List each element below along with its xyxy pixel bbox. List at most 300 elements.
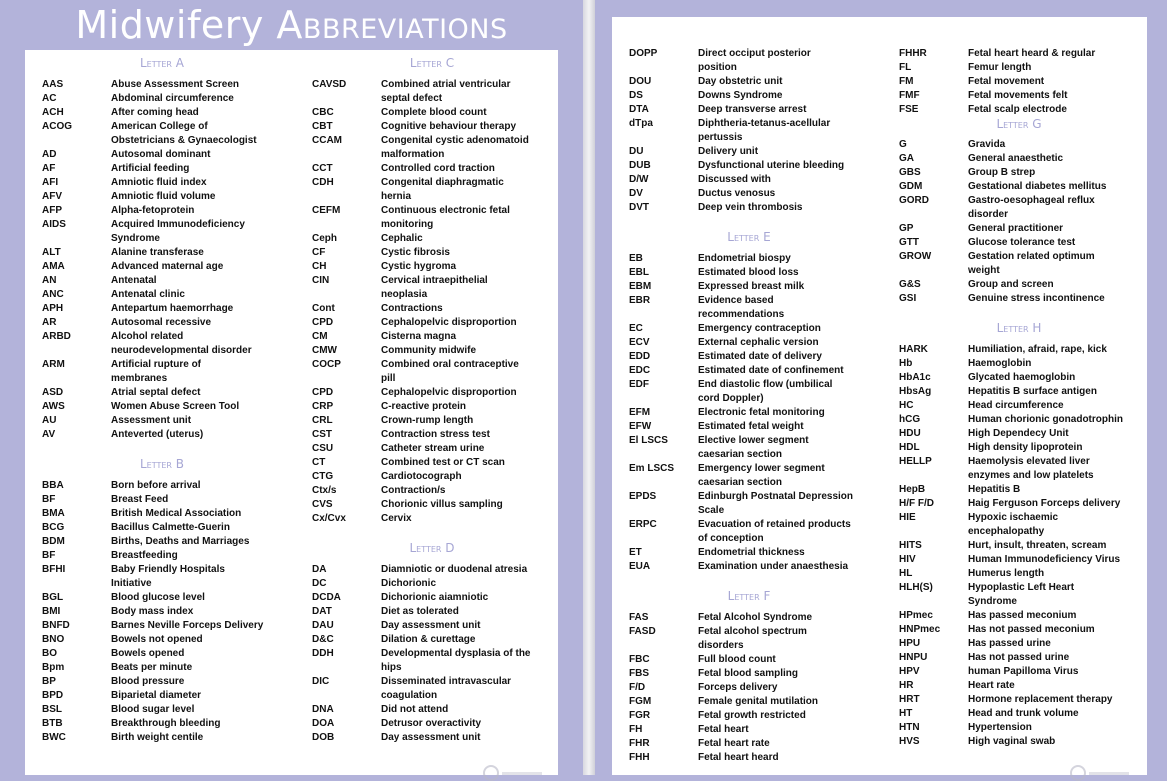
abbreviation: BMI <box>42 606 61 617</box>
abbreviation-row <box>42 703 292 717</box>
definition: Congenital cystic adenomatoid malformation <box>381 135 529 160</box>
title-word-2: Abbreviations <box>276 3 508 47</box>
abbreviation-row <box>899 292 1149 306</box>
definition: Biparietal diameter <box>111 690 202 701</box>
abbreviation-row <box>899 371 1149 385</box>
abbreviation-row <box>42 106 292 120</box>
abbreviation: AWS <box>42 401 65 412</box>
abbreviation: ERPC <box>629 519 657 530</box>
abbreviation: HT <box>899 708 913 719</box>
abbreviation: DAU <box>312 620 334 631</box>
definition: Hormone replacement therapy <box>968 694 1113 705</box>
abbreviation: D/W <box>629 174 649 185</box>
abbreviation-row <box>312 330 562 344</box>
definition: Hypoplastic Left Heart Syndrome <box>968 582 1075 607</box>
abbreviation-row <box>312 274 562 302</box>
abbreviation: Bpm <box>42 662 65 673</box>
abbreviation-row <box>629 322 879 336</box>
abbreviation-row <box>629 625 879 653</box>
definition: Combined atrial ventricular septal defect <box>381 79 511 104</box>
abbreviation-row <box>42 120 292 148</box>
abbreviation-row <box>312 204 562 232</box>
definition: Combined test or CT scan <box>381 457 505 468</box>
abbreviation-row <box>899 441 1149 455</box>
definition: Haemolysis elevated liver enzymes and low platelets <box>968 456 1094 481</box>
definition: Gestation related optimum weight <box>968 251 1095 276</box>
logo-circle-icon <box>483 765 499 781</box>
definition: Forceps delivery <box>698 682 778 693</box>
abbreviation-row <box>312 400 562 414</box>
definition: Ductus venosus <box>698 188 776 199</box>
abbreviation-row <box>312 512 562 526</box>
abbreviation: HC <box>899 400 914 411</box>
abbreviation: GTT <box>899 237 919 248</box>
page-title <box>0 2 583 48</box>
abbreviation-row <box>42 358 292 386</box>
abbreviation-row <box>629 336 879 350</box>
logo-text-mark <box>1089 772 1129 775</box>
abbreviation: AV <box>42 429 56 440</box>
abbreviation: DOPP <box>629 48 658 59</box>
abbreviation: BNO <box>42 634 65 645</box>
abbreviation-row <box>42 619 292 633</box>
definition: Estimated blood loss <box>698 267 799 278</box>
abbreviation: DTA <box>629 104 649 115</box>
logo-circle-icon <box>1070 765 1086 781</box>
definition: Complete blood count <box>381 107 487 118</box>
abbreviation: CBC <box>312 107 334 118</box>
abbreviation-row <box>312 428 562 442</box>
section-header: Letter F <box>727 589 771 603</box>
abbreviation: CF <box>312 247 326 258</box>
definition: Endometrial thickness <box>698 547 805 558</box>
abbreviation-row <box>312 246 562 260</box>
definition: Baby Friendly Hospitals Initiative <box>111 564 225 589</box>
abbreviation: EFM <box>629 407 651 418</box>
definition: Breast Feed <box>111 494 169 505</box>
abbreviation-row <box>42 162 292 176</box>
abbreviation-row <box>312 358 562 386</box>
abbreviation: COCP <box>312 359 341 370</box>
abbreviation: DC <box>312 578 327 589</box>
definition: Fetal blood sampling <box>698 668 799 679</box>
definition: Fetal heart rate <box>698 738 770 749</box>
abbreviation: GDM <box>899 181 923 192</box>
definition: Diet as tolerated <box>381 606 459 617</box>
abbreviation: CCT <box>312 163 333 174</box>
definition: Cisterna magna <box>381 331 457 342</box>
abbreviation-row <box>312 647 562 675</box>
abbreviation: ECV <box>629 337 650 348</box>
abbreviation: BNFD <box>42 620 70 631</box>
definition: Breastfeeding <box>111 550 178 561</box>
definition: Detrusor overactivity <box>381 718 482 729</box>
column <box>42 56 292 745</box>
abbreviation: Hb <box>899 358 913 369</box>
abbreviation-row <box>312 302 562 316</box>
abbreviation: GROW <box>899 251 932 262</box>
definition: Fetal movements felt <box>968 90 1068 101</box>
abbreviation: CIN <box>312 275 330 286</box>
abbreviation: HPmec <box>899 610 933 621</box>
abbreviation-row <box>312 442 562 456</box>
definition: Cephalic <box>381 233 423 244</box>
definition: Contractions <box>381 303 443 314</box>
abbreviation: BDM <box>42 536 65 547</box>
definition: Fetal Alcohol Syndrome <box>698 612 813 623</box>
abbreviation-row <box>312 563 562 577</box>
abbreviation: HL <box>899 568 913 579</box>
definition: Acquired Immunodeficiency Syndrome <box>111 219 245 244</box>
abbreviation-row <box>899 511 1149 539</box>
abbreviation-row <box>899 707 1149 721</box>
abbreviation-row <box>629 145 879 159</box>
abbreviation: HPV <box>899 666 920 677</box>
section-header: Letter H <box>996 321 1042 335</box>
abbreviation-row <box>899 735 1149 749</box>
page-right <box>595 0 1167 775</box>
abbreviation: CPD <box>312 317 334 328</box>
abbreviation: GP <box>899 223 914 234</box>
abbreviation: G <box>899 139 907 150</box>
abbreviation: Cont <box>312 303 335 314</box>
abbreviation-row <box>629 378 879 406</box>
definition: Diphtheria-tetanus-acellular pertussis <box>698 118 831 143</box>
abbreviation-row <box>42 521 292 535</box>
abbreviation-row <box>312 344 562 358</box>
abbreviation: BGL <box>42 592 64 603</box>
abbreviation-row <box>899 47 1149 61</box>
abbreviation-row <box>629 350 879 364</box>
abbreviation: HIV <box>899 554 916 565</box>
abbreviation: HNPU <box>899 652 928 663</box>
abbreviation: HPU <box>899 638 921 649</box>
abbreviation: DA <box>312 564 327 575</box>
abbreviation-row <box>629 560 879 574</box>
definition: Alpha-fetoprotein <box>111 205 195 216</box>
definition: Emergency lower segment caesarian section <box>698 463 825 488</box>
abbreviation: CMW <box>312 345 337 356</box>
definition: Fetal movement <box>968 76 1045 87</box>
definition: Assessment unit <box>111 415 192 426</box>
abbreviation-row <box>629 294 879 322</box>
abbreviation-row <box>899 399 1149 413</box>
abbreviation: FMF <box>899 90 920 101</box>
abbreviation: AR <box>42 317 57 328</box>
definition: Cardiotocograph <box>381 471 462 482</box>
abbreviation: AN <box>42 275 57 286</box>
definition: Endometrial biospy <box>698 253 791 264</box>
abbreviation: EPDS <box>629 491 657 502</box>
abbreviation: FBS <box>629 668 649 679</box>
abbreviation-row <box>312 386 562 400</box>
definition: Day assessment unit <box>381 620 481 631</box>
abbreviation: G&S <box>899 279 921 290</box>
abbreviation-row <box>312 260 562 274</box>
abbreviation: FGR <box>629 710 651 721</box>
abbreviation-row <box>899 497 1149 511</box>
definition: Continuous electronic fetal monitoring <box>381 205 510 230</box>
abbreviation: CDH <box>312 177 334 188</box>
abbreviation: AMA <box>42 261 65 272</box>
abbreviation: APH <box>42 303 64 314</box>
definition: Bowels not opened <box>111 634 203 645</box>
definition: After coming head <box>111 107 199 118</box>
abbreviation: HRT <box>899 694 920 705</box>
abbreviation: HepB <box>899 484 926 495</box>
abbreviation-row <box>629 117 879 145</box>
definition: Edinburgh Postnatal Depression Scale <box>698 491 854 516</box>
abbreviation: EDD <box>629 351 651 362</box>
abbreviation: EUA <box>629 561 651 572</box>
abbreviation-row <box>42 316 292 330</box>
abbreviation-row <box>629 266 879 280</box>
abbreviation: AU <box>42 415 57 426</box>
abbreviation-row <box>42 549 292 563</box>
abbreviation-row <box>629 103 879 117</box>
abbreviation: FSE <box>899 104 919 115</box>
abbreviation: GA <box>899 153 914 164</box>
definition: Estimated date of delivery <box>698 351 822 362</box>
abbreviation-row <box>42 92 292 106</box>
abbreviation: EFW <box>629 421 652 432</box>
abbreviation: FHH <box>629 752 650 763</box>
abbreviation-row <box>899 609 1149 623</box>
abbreviation-row <box>629 462 879 490</box>
abbreviation: AC <box>42 93 57 104</box>
abbreviation: EBM <box>629 281 652 292</box>
abbreviation: DOB <box>312 732 335 743</box>
abbreviation: Cx/Cvx <box>312 513 346 524</box>
abbreviation: BSL <box>42 704 62 715</box>
abbreviation-row <box>312 591 562 605</box>
abbreviation-row <box>899 637 1149 651</box>
abbreviation: FM <box>899 76 914 87</box>
definition: Antenatal clinic <box>111 289 185 300</box>
definition: Autosomal recessive <box>111 317 212 328</box>
definition: Human Immunodeficiency Virus <box>968 554 1121 565</box>
abbreviation-row <box>42 260 292 274</box>
definition: Body mass index <box>111 606 194 617</box>
abbreviation-row <box>42 78 292 92</box>
section-header: Letter B <box>139 457 185 471</box>
abbreviation-row <box>42 148 292 162</box>
abbreviation-row <box>629 75 879 89</box>
abbreviation-row <box>312 120 562 134</box>
abbreviation: EBL <box>629 267 649 278</box>
abbreviation-row <box>42 507 292 521</box>
abbreviation: FBC <box>629 654 650 665</box>
abbreviation-row <box>312 703 562 717</box>
abbreviation: Ceph <box>312 233 337 244</box>
abbreviation-row <box>42 633 292 647</box>
abbreviation-row <box>899 166 1149 180</box>
definition: Cystic fibrosis <box>381 247 450 258</box>
abbreviation: BFHI <box>42 564 66 575</box>
definition: Cephalopelvic disproportion <box>381 317 517 328</box>
abbreviation: CPD <box>312 387 334 398</box>
section-header: Letter C <box>409 56 455 70</box>
definition: human Papilloma Virus <box>968 666 1079 677</box>
definition: Group B strep <box>968 167 1036 178</box>
definition: Amniotic fluid volume <box>111 191 216 202</box>
abbreviation-row <box>629 252 879 266</box>
definition: Group and screen <box>968 279 1054 290</box>
definition: Direct occiput posterior position <box>698 48 811 73</box>
abbreviation: DV <box>629 188 643 199</box>
abbreviation: ASD <box>42 387 64 398</box>
definition: Haemoglobin <box>968 358 1032 369</box>
definition: Estimated fetal weight <box>698 421 804 432</box>
definition: General practitioner <box>968 223 1064 234</box>
abbreviation-row <box>629 420 879 434</box>
column <box>629 47 879 765</box>
abbreviation-row <box>629 187 879 201</box>
definition: Has passed meconium <box>968 610 1077 621</box>
abbreviation-row <box>42 591 292 605</box>
definition: Bowels opened <box>111 648 185 659</box>
abbreviation-row <box>629 737 879 751</box>
abbreviation-row <box>629 280 879 294</box>
abbreviation-row <box>899 581 1149 609</box>
abbreviation-row <box>42 689 292 703</box>
definition: Examination under anaesthesia <box>698 561 849 572</box>
abbreviation-row <box>42 661 292 675</box>
definition: Fetal heart <box>698 724 749 735</box>
abbreviation-row <box>42 246 292 260</box>
abbreviation-row <box>312 162 562 176</box>
abbreviation: CM <box>312 331 328 342</box>
definition: Fetal heart heard <box>698 752 779 763</box>
abbreviation: CST <box>312 429 332 440</box>
abbreviation-row <box>42 330 292 358</box>
abbreviation: ET <box>629 547 642 558</box>
definition: Day obstetric unit <box>698 76 783 87</box>
abbreviation: BCG <box>42 522 65 533</box>
abbreviation-row <box>899 138 1149 152</box>
definition: American College of Obstetricians & Gynaecologist <box>111 121 257 146</box>
abbreviation-row <box>42 176 292 190</box>
definition: Blood pressure <box>111 676 185 687</box>
definition: Deep transverse arrest <box>698 104 807 115</box>
definition: End diastolic flow (umbilical cord Doppler) <box>698 379 833 404</box>
abbreviation-row <box>42 647 292 661</box>
definition: Downs Syndrome <box>698 90 783 101</box>
abbreviation: AIDS <box>42 219 66 230</box>
definition: Gestational diabetes mellitus <box>968 181 1107 192</box>
abbreviation-row <box>629 490 879 518</box>
definition: Bacillus Calmette-Guerin <box>111 522 230 533</box>
abbreviation-row <box>312 717 562 731</box>
abbreviation-row <box>629 89 879 103</box>
definition: Cognitive behaviour therapy <box>381 121 517 132</box>
definition: General anaesthetic <box>968 153 1064 164</box>
abbreviation: GBS <box>899 167 921 178</box>
definition: Diamniotic or duodenal atresia <box>381 564 528 575</box>
definition: Community midwife <box>381 345 477 356</box>
abbreviation: HIE <box>899 512 916 523</box>
abbreviation: CH <box>312 261 327 272</box>
definition: Hepatitis B surface antigen <box>968 386 1097 397</box>
abbreviation-row <box>42 204 292 218</box>
definition: Humiliation, afraid, rape, kick <box>968 344 1107 355</box>
definition: Estimated date of confinement <box>698 365 844 376</box>
definition: Gastro-oesophageal reflux disorder <box>968 195 1095 220</box>
definition: Births, Deaths and Marriages <box>111 536 250 547</box>
abbreviation-row <box>312 176 562 204</box>
definition: Alcohol related neurodevelopmental disorder <box>111 331 252 356</box>
abbreviation-row <box>629 173 879 187</box>
abbreviation-row <box>42 675 292 689</box>
abbreviation-row <box>899 103 1149 117</box>
definition: Day assessment unit <box>381 732 481 743</box>
definition: Dichorionic aiamniotic <box>381 592 489 603</box>
abbreviation: HELLP <box>899 456 932 467</box>
definition: Hypertension <box>968 722 1032 733</box>
abbreviation-row <box>629 201 879 215</box>
abbreviation-row <box>899 75 1149 89</box>
abbreviation: HNPmec <box>899 624 941 635</box>
abbreviation: ARBD <box>42 331 71 342</box>
definition: Anteverted (uterus) <box>111 429 204 440</box>
definition: Combined oral contraceptive pill <box>381 359 519 384</box>
abbreviation-row <box>629 518 879 546</box>
abbreviation: ANC <box>42 289 64 300</box>
abbreviation: HDU <box>899 428 921 439</box>
abbreviation: DCDA <box>312 592 341 603</box>
section-header: Letter D <box>409 541 455 555</box>
content-panel-left <box>25 50 558 775</box>
abbreviation: F/D <box>629 682 646 693</box>
abbreviation-row <box>899 89 1149 103</box>
definition: Artificial rupture of membranes <box>111 359 202 384</box>
definition: Controlled cord traction <box>381 163 495 174</box>
abbreviation-row <box>899 651 1149 665</box>
abbreviation: CRL <box>312 415 333 426</box>
abbreviation-row <box>312 78 562 106</box>
definition: Full blood count <box>698 654 776 665</box>
abbreviation-row <box>42 190 292 204</box>
abbreviation: HbsAg <box>899 386 932 397</box>
abbreviation: H/F F/D <box>899 498 934 509</box>
definition: Elective lower segment caesarian section <box>698 435 809 460</box>
abbreviation-row <box>629 681 879 695</box>
abbreviation: BF <box>42 494 56 505</box>
definition: Hepatitis B <box>968 484 1021 495</box>
abbreviation-row <box>312 484 562 498</box>
abbreviation: DU <box>629 146 644 157</box>
abbreviation-row <box>899 455 1149 483</box>
abbreviation: ACOG <box>42 121 72 132</box>
content-panel-right <box>612 17 1147 775</box>
abbreviation: DIC <box>312 676 330 687</box>
definition: Crown-rump length <box>381 415 474 426</box>
abbreviation: AFI <box>42 177 59 188</box>
abbreviation-row <box>899 357 1149 371</box>
abbreviation-row <box>629 546 879 560</box>
abbreviation: CAVSD <box>312 79 347 90</box>
abbreviation: DVT <box>629 202 649 213</box>
abbreviation: CEFM <box>312 205 341 216</box>
abbreviation: DDH <box>312 648 334 659</box>
definition: Emergency contraception <box>698 323 821 334</box>
abbreviation-row <box>312 470 562 484</box>
abbreviation-row <box>899 180 1149 194</box>
abbreviation-row <box>629 723 879 737</box>
abbreviation: BPD <box>42 690 64 701</box>
definition: Blood sugar level <box>111 704 195 715</box>
section-header: Letter G <box>996 117 1042 131</box>
